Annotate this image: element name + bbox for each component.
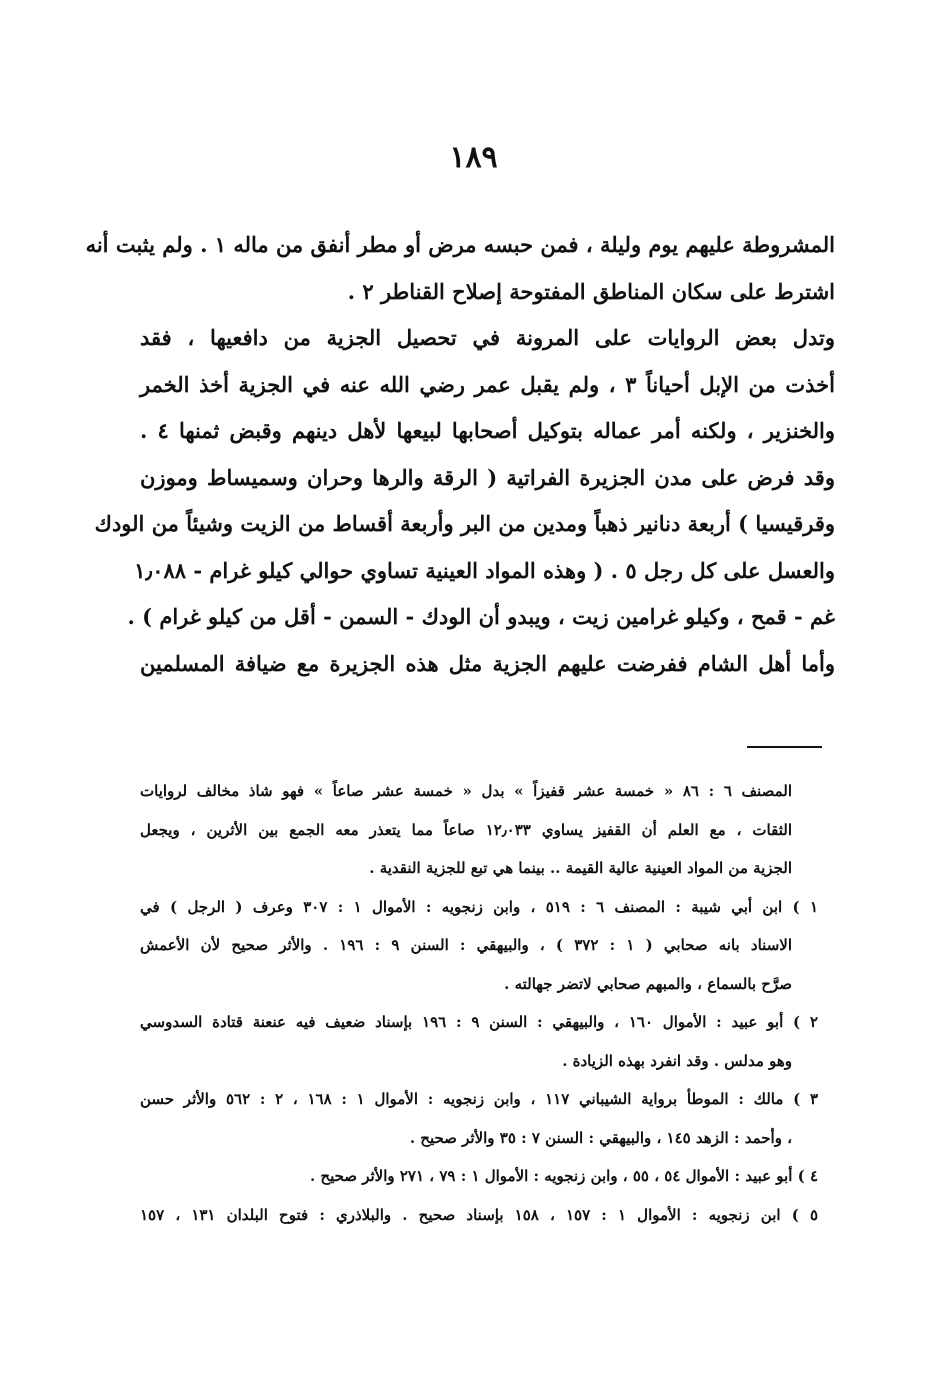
footnote-line: ١ ) ابن أبي شيبة : المصنف ٦ : ٥١٩ ، وابن زنجويه : الأموال ١ : ٣٠٧ وعرف ( الرجل ) في [140, 897, 819, 916]
body-text [85, 222, 835, 687]
body-line: وقرقيسيا ) أربعة دنانير ذهباً ومدين من البر وأربعة أقساط من الزيت وشيئاً من الودك [94, 511, 835, 536]
body-line: غم - قمح ، وكيلو غرامين زيت ، ويبدو أن الودك - السمن - أقل من كيلو غرام ) . [127, 604, 835, 629]
body-line: وتدل بعض الروايات على المرونة في تحصيل الجزية من دافعيها ، فقد [140, 325, 835, 350]
body-line: أخذت من الإبل أحياناً ٣ ، ولم يقبل عمر رضي الله عنه في الجزية أخذ الخمر [140, 371, 835, 397]
body-line: المشروطة عليهم يوم وليلة ، فمن حبسه مرض أو مطر أنفق من ماله ١ . ولم يثبت أنه [85, 232, 835, 257]
footnote-line: ، وأحمد : الزهد ١٤٥ ، والبيهقي : السنن ٧ : ٣٥ والأثر صحيح . [409, 1128, 792, 1147]
footnote-line: صرَّح بالسماع ، والمبهم صحابي لاتضر جهالته . [504, 974, 792, 993]
footnotes [140, 772, 830, 1234]
footnote-line: المصنف ٦ : ٨٦ « خمسة عشر قفيزاً » بدل « خمسة عشر صاعاً » فهو شاذ مخالف لروايات [140, 782, 792, 800]
body-line: وقد فرض على مدن الجزيرة الفراتية ( الرقة والرها وحران وسميساط وموزن [140, 464, 835, 490]
footnote-line: ٢ ) أبو عبيد : الأموال ١٦٠ ، والبيهقي : السنن ٩ : ١٩٦ بإسناد ضعيف فيه عنعنة قتادة السدوسي [140, 1013, 818, 1031]
footnote-line: ٤ ) أبو عبيد : الأموال ٥٤ ، ٥٥ ، وابن زنجويه : الأموال ١ : ٧٩ ، ٢٧١ والأثر صحيح . [309, 1167, 818, 1185]
footnote-line: ٣ ) مالك : الموطأ برواية الشيباني ١١٧ ، وابن زنجويه : الأموال ١ : ١٦٨ ، ٢ : ٥٦٢ والأثر حسن [140, 1090, 819, 1108]
body-line: والعسل على كل رجل ٥ . ( وهذه المواد العينية تساوي حوالي كيلو غرام - ١٫٠٨٨ [134, 557, 835, 583]
footnote-separator [747, 746, 822, 748]
body-line: والخنزير ، ولكنه أمر عماله بتوكيل أصحابها لبيعها لأهل دينهم وقبض ثمنها ٤ . [140, 418, 835, 443]
body-line: وأما أهل الشام ففرضت عليهم الجزية مثل هذه الجزيرة مع ضيافة المسلمين [140, 650, 835, 676]
footnote-line: الجزية من المواد العينية عالية القيمة .. بينما هي تبع للجزية النقدية . [369, 859, 792, 877]
footnote-line: وهو مدلس . وقد انفرد بهذه الزيادة . [562, 1051, 792, 1070]
footnote-line: الاسناد بانه صحابي ( ١ : ٣٧٢ ) ، والبيهقي : السنن ٩ : ١٩٦ . والأثر صحيح لأن الأعمش [140, 936, 792, 954]
footnote-line: الثقات ، مع العلم أن القفيز يساوي ١٢٫٠٣٣ صاعاً مما يتعذر معه الجمع بين الأثرين ، ويجعل [140, 820, 792, 839]
page-number: ١٨٩ [449, 140, 498, 175]
body-line: اشترط على سكان المناطق المفتوحة إصلاح القناطر ٢ . [347, 278, 835, 304]
footnote-line: ٥ ) ابن زنجويه : الأموال ١ : ١٥٧ ، ١٥٨ بإسناد صحيح . والبلاذري : فتوح البلدان ١٣١ ، ١٥٧ [140, 1205, 818, 1224]
